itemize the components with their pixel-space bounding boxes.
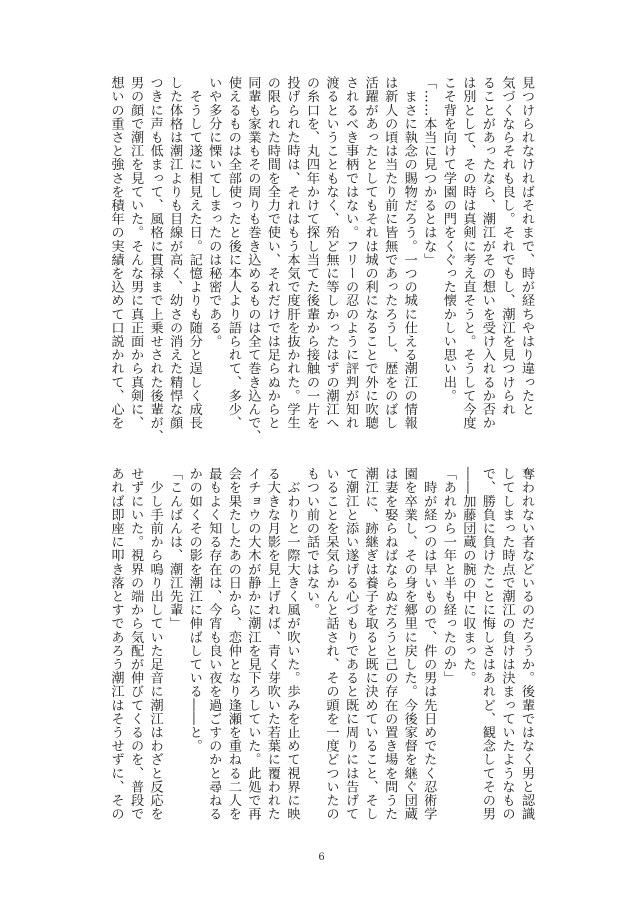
text-column: 会を果たしたあの日から、恋仲となり逢瀬を重ねる二人を — [225, 467, 241, 821]
text-column: つきに声も低まって、風格に貫禄まで上乗せされた後輩が、 — [147, 76, 163, 444]
text-column: ることがあったなら、潮江がその想いを受け入れるか否か — [479, 76, 495, 430]
text-column: いや多分に慄いてしまったのは秘密である。 — [206, 76, 222, 348]
text-column: 「あれから一年と半も経ったのか」 — [440, 467, 456, 685]
text-column: 少し手前から鳴り出していた足音に潮江はわざと反応を — [147, 467, 163, 821]
text-column: いることを呆気らかんと話され、その頭を一度どついたの — [323, 467, 339, 821]
text-column: は妻を娶らねばならぬだろうと己の存在の置き場を問うた — [382, 467, 398, 821]
text-column: 「こんばんは、潮江先輩」 — [167, 467, 183, 631]
text-column: 渡るということもなく、殆ど無に等しかったはずの潮江へ — [323, 76, 339, 430]
text-column: もつい前の話ではない。 — [303, 467, 319, 617]
text-column: あれば即座に叩き落とすであろう潮江はそうせずに、その — [108, 467, 124, 821]
text-block-top — [108, 76, 536, 448]
text-column: て潮江と添い遂げる心づもりであると既に周りには告げて — [343, 467, 359, 821]
text-column: ――加藤団蔵の腕の中に収まった。 — [460, 467, 476, 685]
text-column: 気づくならそれも良し。それでもし、潮江を見つけられ — [499, 76, 515, 416]
text-column: 投げられた時は、それはもう本気で度肝を抜かれた。学生 — [284, 76, 300, 430]
text-column: かの如くその影を潮江に伸ばしている――と。 — [186, 467, 202, 753]
text-column: る大きな月影を見上げれば、青く芽吹いた若葉に覆われた — [264, 467, 280, 821]
text-column: 奪われない者などいるのだろうか。後輩ではなく男と認識 — [519, 467, 534, 821]
text-column: は別として、その時は真剣に考え直そうと。そうして今度 — [460, 76, 476, 430]
text-column: 同輩も家業もその周りも巻き込めるものは全て巻き込んで、 — [245, 76, 261, 444]
text-column: 「……本当に見つかるとはな」 — [421, 76, 437, 267]
text-column: してしまった時点で潮江の負けは決まっていたようなもの — [499, 467, 515, 821]
text-column: 活躍があったとしてもそれは城の利になることで外に吹聴 — [362, 76, 378, 430]
text-column: 最もよく知る存在は、今宵も良い夜を過ごすのかと尋ねる — [206, 467, 222, 821]
text-column: そうして遂に相見えた日。記憶よりも随分と逞しく成長 — [186, 76, 202, 430]
text-column: 時が経つのは早いもので、件の男は先日めでたく忍術学 — [421, 467, 437, 821]
text-column: 園を卒業し、その身を郷里に戻した。今後家督を継ぐ団蔵 — [401, 467, 417, 821]
text-column: ぶわりと一際大きく風が吹いた。歩みを止めて視界に映 — [284, 467, 300, 821]
text-column: されるべき事柄ではない。フリーの忍のように評判が知れ — [343, 76, 359, 430]
text-column: 使えるものは全部使ったと後に本人より語られて、多少、 — [225, 76, 241, 430]
text-column: で、勝負に負けたことに悔しさはあれど、観念してその男 — [479, 467, 495, 821]
text-column: せずにいた。視界の端から気配が伸びてくるのを、普段で — [128, 467, 144, 821]
text-column: 男の顔で潮江を見ていた。そんな男に真正面から真剣に、 — [128, 76, 144, 430]
text-column: まさに執念の賜物だろう。一つの城に仕える潮江の情報 — [401, 76, 417, 430]
text-column: 想いの重さと強さを積年の実績を込めて口説かれて、心を — [108, 76, 124, 430]
text-column: イチョウの大木が静かに潮江を見下ろしていた。此処で再 — [245, 467, 261, 821]
text-column: の限られた時間を全力で使い、それだけでは足らぬからと — [264, 76, 280, 430]
page-number: 6 — [318, 852, 325, 863]
text-column: こそ背を向けて学園の門をくぐった懐かしい思い出。 — [440, 76, 456, 403]
text-column: 潮江に、跡継ぎは養子を取ると既に決めていること、そし — [362, 467, 378, 821]
text-column: は新人の頃は当たり前に皆無であったろうし、歴をのばし — [382, 76, 398, 430]
text-column: 見つけられなければそれまで、時が経ちやはり違ったと — [519, 76, 534, 416]
text-column: した体格は潮江よりも目線が高く、幼さの消えた精悍な顔 — [167, 76, 183, 430]
text-block-bottom — [108, 467, 536, 839]
text-column: の糸口を、丸四年かけて探し当てた後輩から接触の一片を — [303, 76, 319, 430]
